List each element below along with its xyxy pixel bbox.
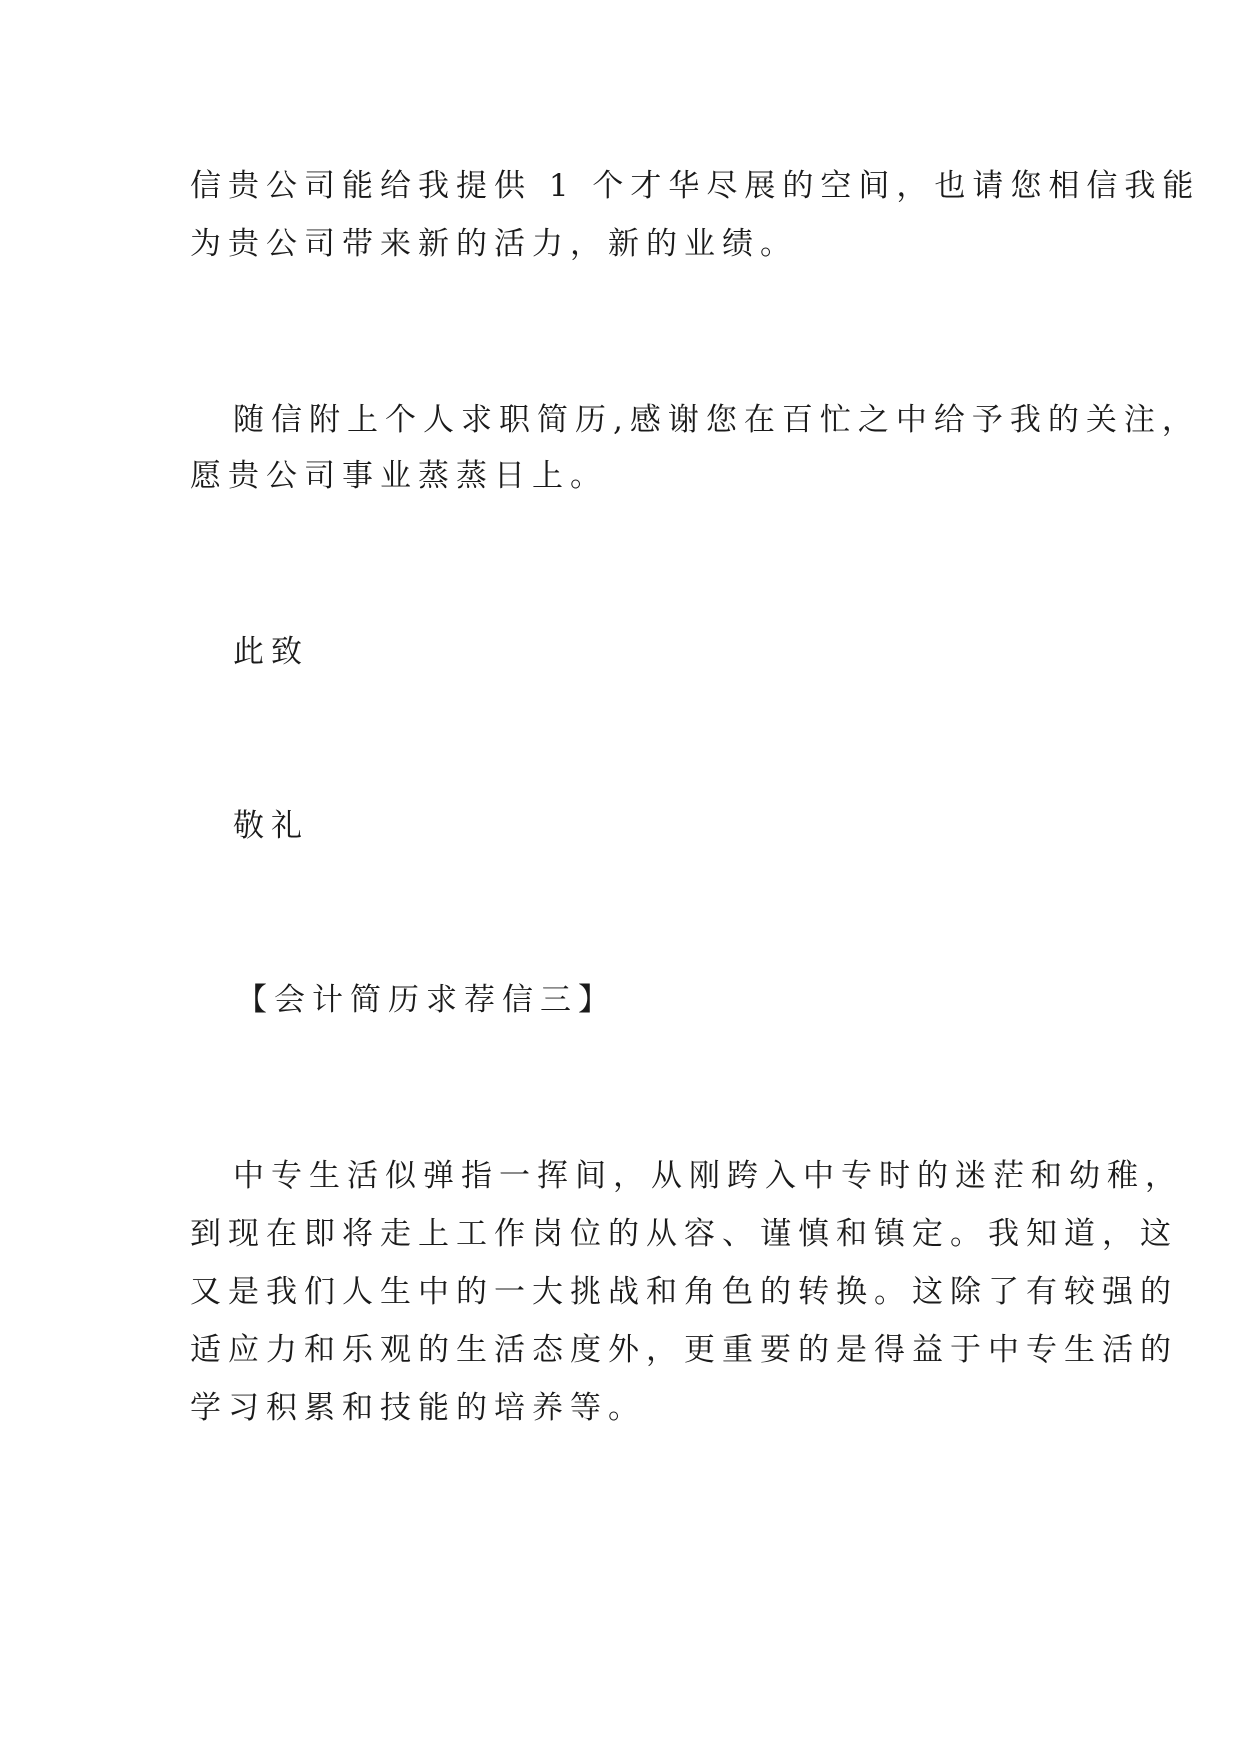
paragraph-1-line-2: 为贵公司带来新的活力，新的业绩。 xyxy=(190,226,798,262)
paragraph-2-line-1: 随信附上个人求职简历,感谢您在百忙之中给予我的关注， xyxy=(233,402,1200,438)
paragraph-3-line-2: 到现在即将走上工作岗位的从容、谨慎和镇定。我知道，这 xyxy=(190,1216,1178,1252)
paragraph-2-line-2: 愿贵公司事业蒸蒸日上。 xyxy=(190,458,608,494)
closing-regards: 敬礼 xyxy=(233,808,309,844)
closing-salutation: 此致 xyxy=(233,634,309,670)
paragraph-3-line-1: 中专生活似弹指一挥间，从刚跨入中专时的迷茫和幼稚， xyxy=(233,1158,1183,1194)
paragraph-3-line-4: 适应力和乐观的生活态度外，更重要的是得益于中专生活的 xyxy=(190,1332,1178,1368)
paragraph-3-line-5: 学习积累和技能的培养等。 xyxy=(190,1390,646,1426)
section-heading: 【会计简历求荐信三】 xyxy=(236,982,616,1018)
paragraph-1-line-1: 信贵公司能给我提供 1 个才华尽展的空间，也请您相信我能 xyxy=(190,168,1201,204)
paragraph-3-line-3: 又是我们人生中的一大挑战和角色的转换。这除了有较强的 xyxy=(190,1274,1178,1310)
